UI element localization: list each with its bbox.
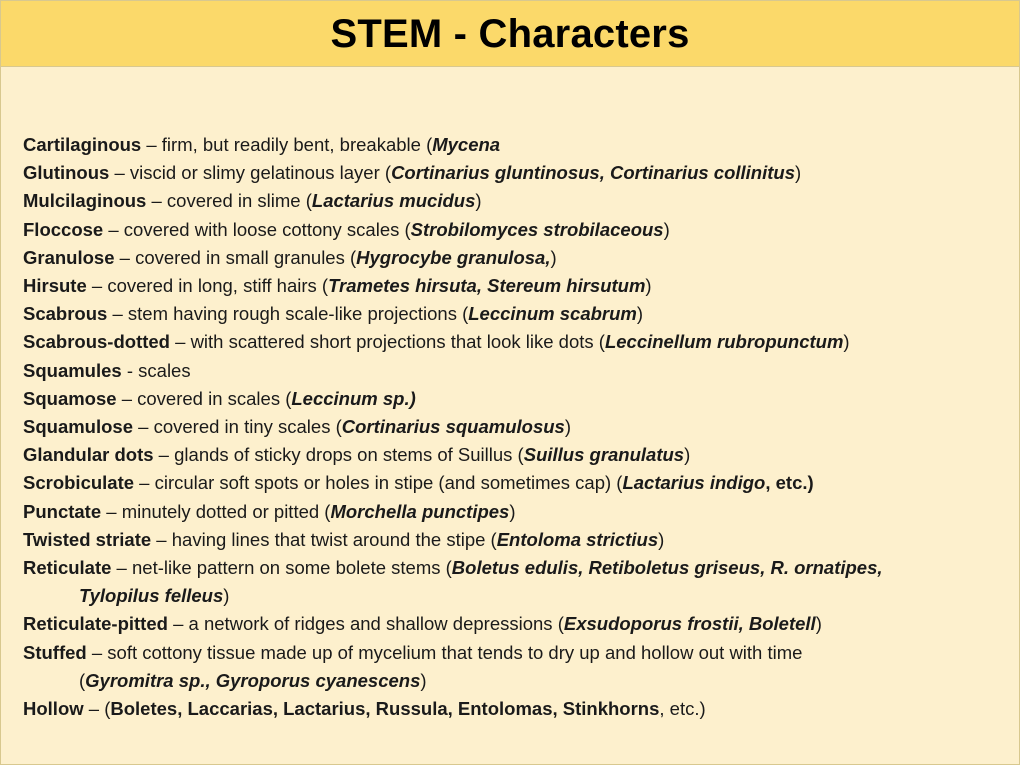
dash: – (111, 557, 132, 579)
tail-text: ) (663, 218, 670, 240)
species-name: Exsudoporus frostii, Boletell (563, 613, 816, 635)
definition-text: with scattered short projections that look like dots ( (190, 331, 605, 353)
term-label: Hirsute (23, 275, 87, 297)
list-item (23, 159, 995, 187)
term-label: Punctate (23, 500, 102, 522)
definition-text: covered in slime ( (166, 190, 312, 212)
species-name: Gyromitra sp., Gyroporus cyanescens (85, 669, 421, 691)
species-name: Cortinarius gluntinosus, Cortinarius collinitus (391, 162, 796, 184)
species-name: Leccinum sp.) (291, 387, 416, 409)
definition-text: covered in tiny scales ( (153, 416, 342, 438)
definition-text: minutely dotted or pitted ( (121, 500, 331, 522)
dash: – ( (83, 698, 111, 720)
dash: – (151, 528, 172, 550)
definition-text: glands of sticky drops on stems of Suillus ( (174, 444, 524, 466)
list-item (23, 695, 995, 723)
term-label: Mulcilaginous (23, 190, 147, 212)
slide-title-bar (1, 1, 1019, 67)
term-label: Cartilaginous (23, 134, 142, 155)
term-label: Glutinous (23, 162, 110, 184)
definition-text: stem having rough scale-like projections ( (127, 303, 469, 325)
list-item (23, 441, 995, 469)
species-name: Strobilomyces strobilaceous (410, 218, 664, 240)
list-item (23, 610, 995, 638)
definition-text: net-like pattern on some bolete stems ( (132, 557, 452, 579)
species-name: Hygrocybe granulosa, (356, 246, 551, 268)
tail-text: ) (550, 246, 557, 268)
dash: – (103, 218, 124, 240)
list-item (23, 216, 995, 244)
species-name: Lactarius mucidus (311, 190, 476, 212)
term-label: Glandular dots (23, 444, 154, 466)
species-name: Cortinarius squamulosus (341, 416, 565, 438)
dash: – (114, 246, 136, 268)
tail-text: ) (684, 444, 691, 466)
definition-text: a network of ridges and shallow depressions ( (188, 613, 564, 635)
definition-text: covered in long, stiff hairs ( (107, 275, 329, 297)
dash: – (133, 416, 154, 438)
species-name: Entoloma strictius (496, 528, 659, 550)
list-item (23, 357, 995, 385)
list-item (23, 639, 995, 667)
term-label: Floccose (23, 218, 104, 240)
genus-list: Boletes, Laccarias, Lactarius, Russula, Entolomas, Stinkhorns (110, 698, 660, 720)
definition-text: circular soft spots or holes in stipe (and sometimes cap) ( (154, 472, 623, 494)
species-name: Trametes hirsuta, Stereum hirsutum (328, 275, 646, 297)
species-name: Tylopilus felleus (79, 585, 224, 607)
tail-text: , etc.) (765, 472, 814, 494)
dash: – (107, 303, 128, 325)
species-name: Leccinellum rubropunctum (604, 331, 844, 353)
tail-text: ) (815, 613, 822, 635)
dash: – (134, 472, 155, 494)
list-item (23, 385, 995, 413)
glossary-list (23, 131, 995, 723)
term-label: Stuffed (23, 641, 87, 663)
species-name: Boletus edulis, Retiboletus griseus, R. ornatipes, (451, 557, 883, 579)
term-label: Granulose (23, 246, 115, 268)
definition-text: having lines that twist around the stipe ( (171, 528, 497, 550)
tail-text: ) (420, 669, 427, 691)
term-label: Squamose (23, 387, 117, 409)
species-name: Lactarius indigo (622, 472, 766, 494)
tail-text: ) (645, 275, 652, 297)
dash: – (86, 641, 108, 663)
list-item (23, 244, 995, 272)
definition-text: soft cottony tissue made up of mycelium that tends to dry up and hollow out with time (107, 641, 803, 663)
term-label: Reticulate-pitted (23, 613, 168, 635)
list-item (23, 526, 995, 554)
dash: – (101, 500, 122, 522)
term-label: Squamules (23, 359, 122, 381)
dash: – (167, 613, 189, 635)
definition-text: covered with loose cottony scales ( (123, 218, 411, 240)
list-item (23, 328, 995, 356)
dash: – (153, 444, 175, 466)
dash: – (141, 134, 162, 155)
dash: – (116, 387, 138, 409)
definition-text: ( (79, 669, 86, 691)
term-label: Scrobiculate (23, 472, 135, 494)
list-item-continuation (23, 667, 995, 695)
tail-text: ) (636, 303, 644, 325)
list-item (23, 554, 995, 582)
definition-text: scales (138, 359, 191, 381)
species-name: Suillus granulatus (523, 444, 685, 466)
species-name: Mycena (432, 134, 501, 155)
list-item (23, 272, 995, 300)
tail-text: ) (843, 331, 850, 353)
list-item-continuation (23, 582, 995, 610)
dash: – (86, 275, 108, 297)
list-item (23, 469, 995, 497)
definition-text: covered in small granules ( (135, 246, 357, 268)
dash: - (121, 359, 139, 381)
dash: – (109, 162, 130, 184)
tail-text: , etc.) (659, 698, 706, 720)
tail-text: ) (658, 528, 665, 550)
list-item (23, 413, 995, 441)
term-label: Twisted striate (23, 528, 152, 550)
tail-text: ) (509, 500, 516, 522)
tail-text: ) (795, 162, 802, 184)
list-item (23, 131, 995, 159)
list-item (23, 187, 995, 215)
term-label: Squamulose (23, 416, 133, 438)
term-label: Scabrous-dotted (23, 331, 170, 353)
definition-text: covered in scales ( (137, 387, 292, 409)
term-label: Scabrous (23, 303, 108, 325)
dash: – (146, 190, 167, 212)
tail-text: ) (475, 190, 482, 212)
definition-text: firm, but readily bent, breakable ( (161, 134, 433, 155)
species-name: Leccinum scabrum (468, 303, 637, 325)
tail-text: ) (564, 416, 571, 438)
tail-text: ) (223, 585, 230, 607)
species-name: Morchella punctipes (330, 500, 510, 522)
list-item (23, 498, 995, 526)
definition-text: viscid or slimy gelatinous layer ( (129, 162, 392, 184)
page-title: STEM - Characters (330, 11, 690, 56)
dash: – (169, 331, 191, 353)
term-label: Hollow (23, 698, 84, 720)
list-item (23, 300, 995, 328)
term-label: Reticulate (23, 557, 112, 579)
